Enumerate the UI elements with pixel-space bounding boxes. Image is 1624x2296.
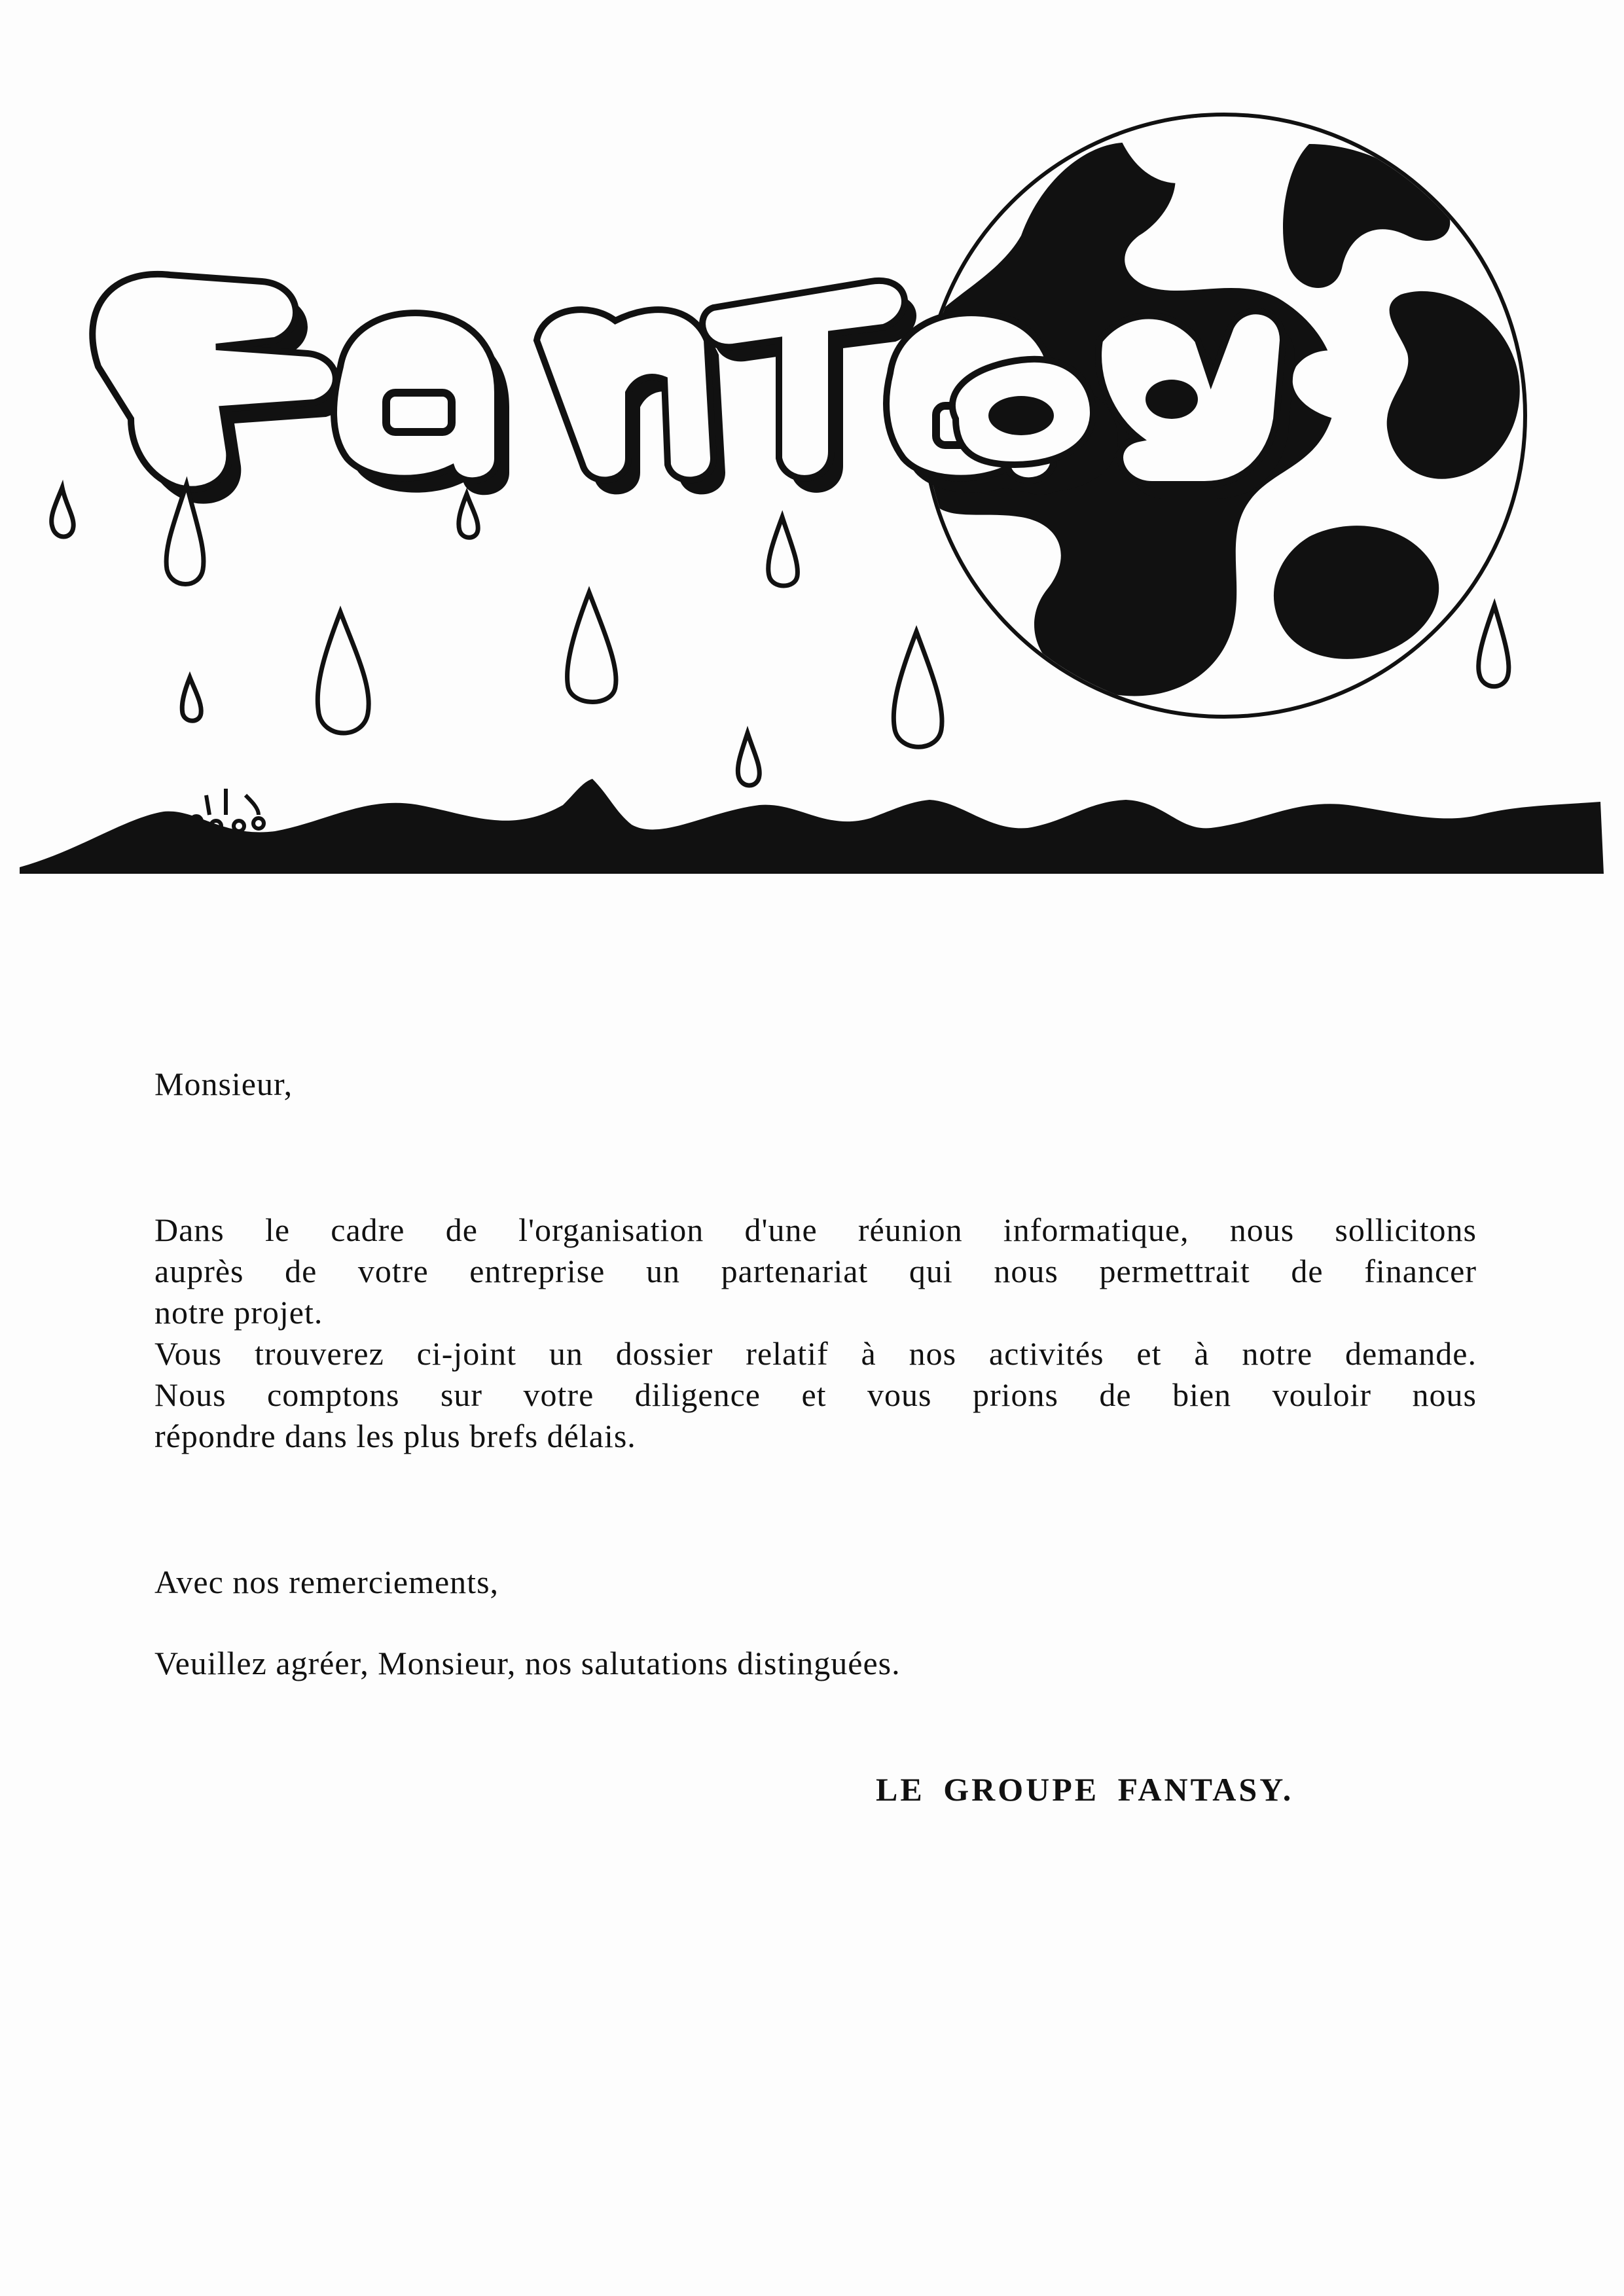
paragraph-line: Dans le cadre de l'organisation d'une réunion informatique, nous sollicitons <box>154 1211 1477 1248</box>
paragraph-line: Nous comptons sur votre diligence et vous prions de bien vouloir nous <box>154 1376 1477 1413</box>
raindrop-icon <box>738 733 759 785</box>
raindrop-icon <box>317 612 369 733</box>
closing-formula: Veuillez agréer, Monsieur, nos salutations distinguées. <box>154 1645 901 1681</box>
raindrop-icon <box>52 488 74 537</box>
raindrop-icon <box>1479 605 1509 687</box>
raindrop-icon <box>893 632 942 747</box>
signature: LE GROUPE FANTASY. <box>876 1771 1294 1808</box>
raindrop-icon <box>568 592 616 702</box>
raindrop-icon <box>768 517 798 586</box>
paragraph-line: auprès de votre entreprise un partenariat qui nous permettrait de financer <box>154 1253 1477 1289</box>
letter-body <box>154 1064 1477 1684</box>
paragraph-line: répondre dans les plus brefs délais. <box>154 1418 636 1454</box>
fantasy-logo-illustration <box>0 0 1624 890</box>
raindrop-icon <box>182 677 201 721</box>
paragraph-line: notre projet. <box>154 1294 323 1331</box>
waves-ground <box>20 779 1604 874</box>
salutation: Monsieur, <box>154 1066 293 1102</box>
main-paragraph <box>154 1210 1477 1457</box>
thanks-line: Avec nos remerciements, <box>154 1564 499 1600</box>
raindrop-icon <box>459 494 478 537</box>
paragraph-line: Vous trouverez ci-joint un dossier relatif à nos activités et à notre demande. <box>154 1335 1477 1372</box>
